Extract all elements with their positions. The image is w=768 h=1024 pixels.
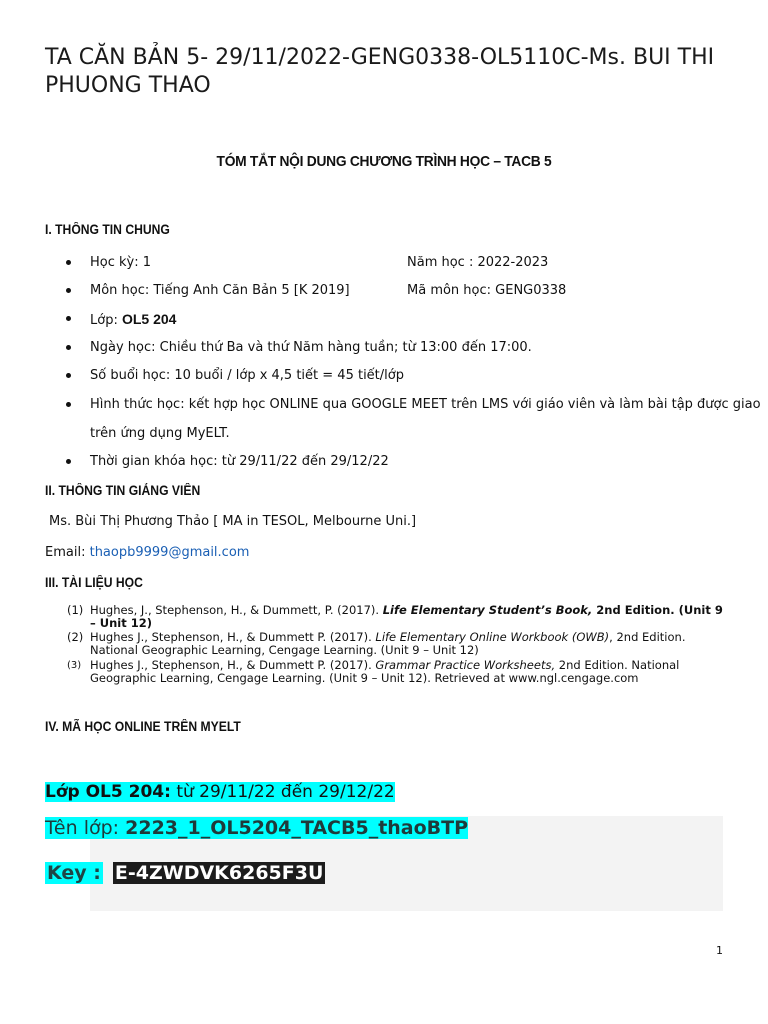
class-key-label: Key : (47, 862, 101, 884)
bullet-icon (66, 260, 71, 265)
class-value: OL5 204 (121, 311, 177, 327)
subject-text: Môn học: Tiếng Anh Căn Bản 5 [K 2019] (90, 283, 350, 298)
reference-authors: Hughes J., Stephenson, H., & Dummett P. (2017). (90, 630, 376, 644)
reference-book-title: Grammar Practice Worksheets, (375, 658, 556, 672)
reference-authors: Hughes, J., Stephenson, H., & Dummett, P. (2017). (90, 603, 383, 617)
reference-number: (1) (67, 603, 84, 617)
subject-code-text: Mã môn học: GENG0338 (407, 283, 567, 298)
page-number: 1 (716, 944, 723, 957)
study-mode-text-continued: trên ứng dụng MyELT. (90, 426, 230, 441)
email-link[interactable]: thaopb9999@gmail.com (89, 545, 250, 560)
reference-authors: Hughes J., Stephenson, H., & Dummett P. (2017). (90, 658, 376, 672)
class-key-value[interactable]: E-4ZWDVK6265F3U (114, 862, 324, 884)
school-year-text: Năm học : 2022-2023 (407, 255, 549, 270)
online-class-label: Lớp OL5 204: (45, 782, 171, 802)
online-class-line (45, 780, 395, 804)
class-label: Lớp: (90, 313, 122, 328)
bullet-icon (66, 345, 71, 350)
reference-number: (2) (67, 630, 84, 644)
schedule-text: Ngày học: Chiều thứ Ba và thứ Năm hàng tuần; từ 13:00 đến 17:00. (90, 340, 532, 355)
online-class-dates: từ 29/11/22 đến 29/12/22 (170, 782, 395, 802)
bullet-icon (66, 316, 71, 321)
reference-item (67, 659, 727, 687)
reference-book-title: Life Elementary Student’s Book, (382, 603, 593, 617)
class-key-line (45, 860, 325, 887)
sessions-text: Số buổi học: 10 buổi / lớp x 4,5 tiết = 45 tiết/lớp (90, 368, 404, 383)
reference-item (67, 604, 727, 632)
reference-details: , 2nd Edition. National Geographic Learning, Cengage Learning. (Unit 9 – Unit 12) (90, 630, 686, 657)
reference-details: 2nd Edition. National Geographic Learning, Cengage Learning. (Unit 9 – Unit 12). Retrieved at www.ngl.cengage.com (90, 658, 680, 685)
email-label: Email: (45, 545, 90, 560)
course-duration-text: Thời gian khóa học: từ 29/11/22 đến 29/12/22 (90, 454, 389, 469)
bullet-icon (66, 288, 71, 293)
study-mode-text: Hình thức học: kết hợp học ONLINE qua GOOGLE MEET trên LMS với giáo viên và làm bài tập được giao (90, 397, 761, 412)
instructor-name: Ms. Bùi Thị Phương Thảo [ MA in TESOL, Melbourne Uni.] (49, 514, 417, 529)
document-heading: TÓM TẮT NỘI DUNG CHƯƠNG TRÌNH HỌC – TACB 5 (216, 153, 552, 170)
class-name-label: Tên lớp: (45, 817, 126, 839)
reference-edition: 2nd Edition (592, 603, 671, 617)
reference-units: . (Unit 9 – Unit 12) (90, 603, 723, 630)
section-instructor-title: II. THÔNG TIN GIẢNG VIÊN (45, 483, 201, 498)
section-online-code-title: IV. MÃ HỌC ONLINE TRÊN MYELT (45, 719, 241, 734)
reference-book-title: Life Elementary Online Workbook (OWB) (375, 630, 610, 644)
class-name-line (45, 815, 468, 842)
bullet-icon (66, 373, 71, 378)
bullet-icon (66, 402, 71, 407)
email-line (45, 545, 249, 560)
section-materials-title: III. TÀI LIỆU HỌC (45, 575, 143, 590)
reference-item (67, 631, 727, 659)
bullet-icon (66, 459, 71, 464)
document-title: TA CĂN BẢN 5- 29/11/2022-GENG0338-OL5110C-Ms. BUI THI PHUONG THAO (45, 45, 715, 98)
class-name-value[interactable]: 2223_1_OL5204_TACB5_thaoBTP (125, 817, 469, 839)
semester-text: Học kỳ: 1 (90, 255, 152, 270)
section-general-info-title: I. THÔNG TIN CHUNG (45, 222, 170, 237)
reference-number: (3) (67, 660, 82, 671)
